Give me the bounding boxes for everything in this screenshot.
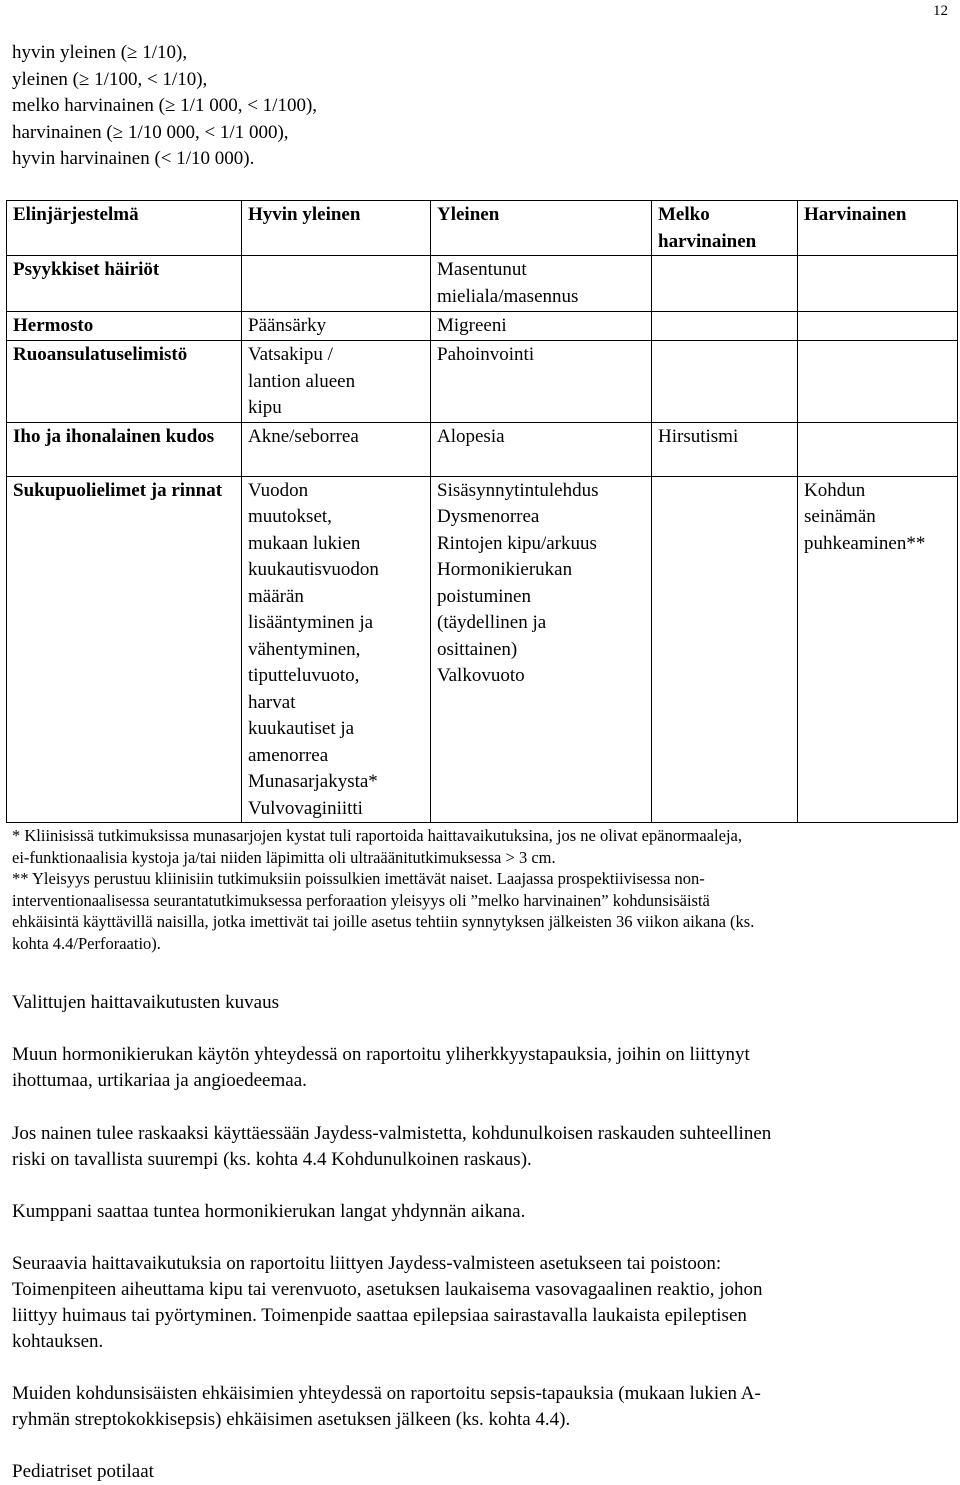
footnote-line: kohta 4.4/Perforaatio). xyxy=(12,933,161,953)
paragraph-sepsis xyxy=(12,1381,947,1433)
table-row xyxy=(7,312,958,341)
cell-line: Masentunut xyxy=(437,259,527,280)
header-common: Yleinen xyxy=(431,201,652,256)
common-cell xyxy=(431,422,652,476)
cell-line: Pahoinvointi xyxy=(437,344,535,365)
frequency-common: yleinen (≥ 1/100, < 1/10), xyxy=(12,68,208,90)
footnote-line: * Kliinisissä tutkimuksissa munasarjojen kystat tuli raportoida haittavaikutuksina, jos ne olivat epänormaaleja, xyxy=(12,826,742,845)
table-row xyxy=(7,422,958,476)
cell-line: Munasarjakysta* xyxy=(248,771,378,792)
frequency-very-rare: hyvin harvinainen (< 1/10 000). xyxy=(12,148,255,169)
cell-line: Vulvovaginiitti xyxy=(248,797,363,819)
paragraph-insertion-removal xyxy=(12,1251,947,1355)
cell-line: Sisäsynnytintulehdus xyxy=(437,479,599,501)
organ-system-cell: Psyykkiset häiriöt xyxy=(7,256,242,312)
paragraph-line: ihottumaa, urtikariaa ja angioedeemaa. xyxy=(12,1070,307,1091)
paragraph-line: Jos nainen tulee raskaaksi käyttäessään Jaydess-valmistetta, kohdunulkoisen raskauden suhteellinen xyxy=(12,1123,772,1144)
uncommon-cell xyxy=(652,341,798,423)
very-common-cell xyxy=(242,312,431,341)
frequency-rare: harvinainen (≥ 1/10 000, < 1/1 000), xyxy=(12,121,289,143)
section-heading: Valittujen haittavaikutusten kuvaus xyxy=(12,992,280,1013)
paragraph-line: riski on tavallista suurempi (ks. kohta 4.4 Kohdunulkoinen raskaus). xyxy=(12,1149,532,1170)
footnote-line: interventionaalisessa seurantatutkimuksessa perforaation yleisyys oli ”melko harvinainen” kohdunsisäistä xyxy=(12,890,710,910)
header-organ-system: Elinjärjestelmä xyxy=(7,201,242,256)
cell-line: osittainen) xyxy=(437,638,518,660)
footnote-line: ** Yleisyys perustuu kliinisiin tutkimuksiin poissulkien imettävät naiset. Laajassa prospektiivisessa non- xyxy=(12,869,705,888)
cell-line: poistuminen xyxy=(437,585,531,607)
cell-line: mieliala/masennus xyxy=(437,285,579,307)
cell-line: Alopesia xyxy=(437,425,505,447)
very-common-cell xyxy=(242,422,431,476)
cell-line: Päänsärky xyxy=(248,315,327,336)
cell-line: (täydellinen ja xyxy=(437,612,547,633)
header-rare: Harvinainen xyxy=(798,201,958,256)
uncommon-cell xyxy=(652,312,798,341)
cell-line: Dysmenorrea xyxy=(437,506,540,527)
table-footnotes xyxy=(12,825,947,954)
paragraph-line: Muiden kohdunsisäisten ehkäisimien yhteydessä on raportoitu sepsis-tapauksia (mukaan lukien A- xyxy=(12,1383,761,1404)
footnote-line: ei-funktionaalisia kystoja ja/tai niiden läpimitta oli ultraäänitutkimuksessa > 3 cm. xyxy=(12,847,556,867)
very-common-cell xyxy=(242,341,431,423)
cell-line: Vatsakipu / xyxy=(248,344,333,365)
organ-system-cell: Hermosto xyxy=(7,312,242,341)
table-row xyxy=(7,256,958,312)
page-number: 12 xyxy=(933,3,948,19)
rare-cell xyxy=(798,341,958,423)
cell-line: Akne/seborrea xyxy=(248,425,359,447)
paragraph-line: ryhmän streptokokkisepsis) ehkäisimen asetuksen jälkeen (ks. kohta 4.4). xyxy=(12,1409,571,1430)
common-cell xyxy=(431,476,652,823)
table-row xyxy=(7,476,958,823)
uncommon-cell xyxy=(652,256,798,312)
adverse-reactions-table xyxy=(6,200,958,823)
cell-line: kipu xyxy=(248,397,282,418)
uncommon-cell xyxy=(652,476,798,823)
cell-line: Kohdun xyxy=(804,479,866,501)
header-uncommon: Melko harvinainen xyxy=(652,201,798,256)
paragraph-line: kohtauksen. xyxy=(12,1331,104,1352)
common-cell xyxy=(431,312,652,341)
header-very-common: Hyvin yleinen xyxy=(242,201,431,256)
cell-line: lantion alueen xyxy=(248,370,356,392)
cell-line: muutokset, xyxy=(248,506,332,527)
cell-line: määrän xyxy=(248,585,304,607)
cell-line: mukaan lukien xyxy=(248,532,361,554)
rare-cell xyxy=(798,422,958,476)
cell-line: vähentyminen, xyxy=(248,638,361,660)
very-common-cell xyxy=(242,256,431,312)
frequency-very-common: hyvin yleinen (≥ 1/10), xyxy=(12,42,188,63)
rare-cell xyxy=(798,312,958,341)
cell-line: Hormonikierukan xyxy=(437,559,573,580)
paragraph-line: Seuraavia haittavaikutuksia on raportoitu liittyen Jaydess-valmisteen asetukseen tai poistoon: xyxy=(12,1253,722,1274)
footnote-line: ehkäisintä käyttävillä naisilla, jotka imettivät tai joille asetus tehtiin synnytyksen jälkeisten 36 viikon aikana (ks. xyxy=(12,912,755,931)
cell-line: kuukautisvuodon xyxy=(248,559,379,580)
cell-line: tiputteluvuoto, xyxy=(248,665,360,686)
cell-line: puhkeaminen** xyxy=(804,532,926,554)
common-cell xyxy=(431,256,652,312)
organ-system-cell: Sukupuolielimet ja rinnat xyxy=(7,476,242,823)
pediatric-heading: Pediatriset potilaat xyxy=(12,1461,154,1482)
organ-system-cell: Iho ja ihonalainen kudos xyxy=(7,422,242,476)
table-header-row xyxy=(7,201,958,256)
cell-line: lisääntyminen ja xyxy=(248,612,374,633)
cell-line: amenorrea xyxy=(248,744,329,766)
paragraph-line: liittyy huimaus tai pyörtyminen. Toimenpide saattaa epilepsiaa sairastavalla laukaista epileptisen xyxy=(12,1305,747,1326)
cell-line: kuukautiset ja xyxy=(248,718,355,739)
cell-line: harvat xyxy=(248,691,296,713)
cell-line: seinämän xyxy=(804,506,876,527)
frequency-uncommon: melko harvinainen (≥ 1/1 000, < 1/100), xyxy=(12,95,318,116)
paragraph-line: Kumppani saattaa tuntea hormonikierukan langat yhdynnän aikana. xyxy=(12,1201,526,1222)
cell-line: Vuodon xyxy=(248,479,309,501)
cell-line: Rintojen kipu/arkuus xyxy=(437,532,597,554)
table-row xyxy=(7,341,958,423)
paragraph-hypersensitivity xyxy=(12,1042,947,1094)
common-cell xyxy=(431,341,652,423)
organ-system-cell: Ruoansulatuselimistö xyxy=(7,341,242,423)
rare-cell xyxy=(798,476,958,823)
cell-line: Valkovuoto xyxy=(437,665,525,686)
paragraph-line: Muun hormonikierukan käytön yhteydessä on raportoitu yliherkkyystapauksia, joihin on liittynyt xyxy=(12,1044,750,1065)
cell-line: Hirsutismi xyxy=(658,425,739,447)
paragraph-threads xyxy=(12,1199,947,1225)
uncommon-cell xyxy=(652,422,798,476)
rare-cell xyxy=(798,256,958,312)
paragraph-line: Toimenpiteen aiheuttama kipu tai verenvuoto, asetuksen laukaisema vasovagaalinen reaktio, johon xyxy=(12,1279,763,1300)
frequency-definitions xyxy=(12,40,317,173)
paragraph-ectopic-pregnancy xyxy=(12,1121,947,1173)
cell-line: Migreeni xyxy=(437,315,507,336)
very-common-cell xyxy=(242,476,431,823)
